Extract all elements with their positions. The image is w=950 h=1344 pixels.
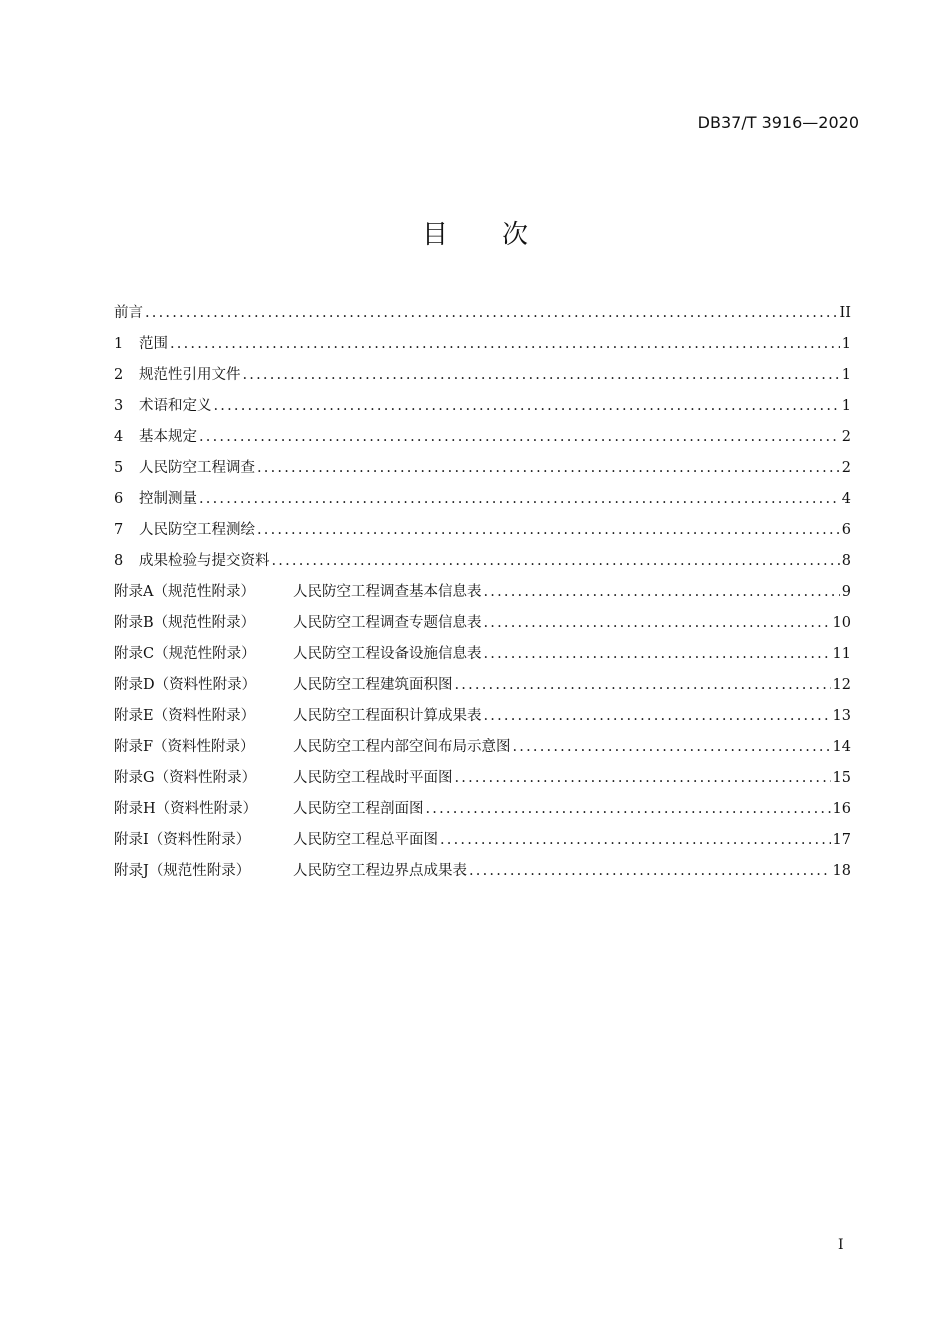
appendix-page: 17	[832, 832, 851, 848]
dot-leader	[440, 829, 831, 852]
appendix-page: 10	[832, 615, 851, 631]
toc-entry[interactable]	[114, 488, 851, 519]
toc-entry-label: 人民防空工程调查	[139, 460, 255, 476]
toc-appendix-entry[interactable]	[114, 736, 851, 767]
toc-entry-page: 6	[841, 522, 851, 538]
toc-entry-page: 8	[841, 553, 851, 569]
toc-entry-page: 1	[841, 398, 851, 414]
dot-leader	[257, 457, 840, 480]
toc-entry-label: 规范性引用文件	[139, 367, 241, 383]
table-of-contents	[114, 302, 851, 891]
toc-entry[interactable]	[114, 395, 851, 426]
toc-appendix-entry[interactable]	[114, 767, 851, 798]
toc-entry-label: 术语和定义	[139, 398, 212, 414]
appendix-label: 人民防空工程剖面图	[293, 801, 424, 817]
toc-entry[interactable]	[114, 519, 851, 550]
dot-leader	[484, 643, 831, 666]
toc-entry-label: 前言	[114, 305, 143, 321]
appendix-label: 人民防空工程设备设施信息表	[293, 646, 482, 662]
appendix-label: 人民防空工程面积计算成果表	[293, 708, 482, 724]
appendix-label: 人民防空工程总平面图	[293, 832, 438, 848]
toc-entry-number: 4	[114, 429, 124, 445]
dot-leader	[272, 550, 840, 573]
dot-leader	[484, 612, 831, 635]
appendix-label: 人民防空工程内部空间布局示意图	[293, 739, 511, 755]
dot-leader	[257, 519, 840, 542]
toc-appendix-entry[interactable]	[114, 674, 851, 705]
toc-entry-label: 成果检验与提交资料	[139, 553, 270, 569]
toc-entry-page: II	[839, 305, 851, 321]
appendix-label: 人民防空工程调查基本信息表	[293, 584, 482, 600]
dot-leader	[426, 798, 831, 821]
appendix-prefix: 附录E（资料性附录）	[114, 708, 256, 724]
appendix-label: 人民防空工程调查专题信息表	[293, 615, 482, 631]
appendix-page: 15	[832, 770, 851, 786]
toc-entry-number: 6	[114, 491, 124, 507]
toc-entry-number: 5	[114, 460, 124, 476]
toc-entry-number: 7	[114, 522, 124, 538]
appendix-page: 18	[832, 863, 851, 879]
toc-appendix-entry[interactable]	[114, 798, 851, 829]
toc-entry-page: 4	[841, 491, 851, 507]
dot-leader	[243, 364, 840, 387]
appendix-prefix: 附录B（规范性附录）	[114, 615, 256, 631]
toc-entry[interactable]	[114, 333, 851, 364]
toc-entry-number: 1	[114, 336, 124, 352]
appendix-page: 16	[832, 801, 851, 817]
page-title: 目次	[421, 220, 582, 250]
toc-entry-label: 基本规定	[139, 429, 197, 445]
toc-entry-page: 2	[841, 429, 851, 445]
dot-leader	[513, 736, 831, 759]
appendix-page: 13	[832, 708, 851, 724]
dot-leader	[199, 488, 840, 511]
toc-appendix-entry[interactable]	[114, 643, 851, 674]
appendix-prefix: 附录I（资料性附录）	[114, 832, 251, 848]
dot-leader	[145, 302, 838, 325]
appendix-label: 人民防空工程战时平面图	[293, 770, 453, 786]
appendix-prefix: 附录A（规范性附录）	[114, 584, 255, 600]
document-code: DB37/T 3916—2020	[697, 113, 859, 132]
appendix-prefix: 附录F（资料性附录）	[114, 739, 255, 755]
dot-leader	[484, 581, 840, 604]
appendix-prefix: 附录J（规范性附录）	[114, 863, 251, 879]
appendix-label: 人民防空工程边界点成果表	[293, 863, 467, 879]
toc-entry-number: 3	[114, 398, 124, 414]
toc-entry-number: 8	[114, 553, 124, 569]
dot-leader	[484, 705, 831, 728]
appendix-page: 14	[832, 739, 851, 755]
page-number: I	[838, 1237, 844, 1253]
dot-leader	[469, 860, 831, 883]
appendix-label: 人民防空工程建筑面积图	[293, 677, 453, 693]
dot-leader	[455, 767, 831, 790]
toc-entry-page: 1	[841, 367, 851, 383]
toc-entry-label: 人民防空工程测绘	[139, 522, 255, 538]
toc-entry-label: 控制测量	[139, 491, 197, 507]
toc-entry-page: 2	[841, 460, 851, 476]
toc-appendix-entry[interactable]	[114, 860, 851, 891]
toc-entry[interactable]	[114, 426, 851, 457]
toc-entry[interactable]	[114, 550, 851, 581]
toc-entry-number: 2	[114, 367, 124, 383]
toc-entry-page: 1	[841, 336, 851, 352]
appendix-page: 9	[841, 584, 851, 600]
toc-appendix-entry[interactable]	[114, 705, 851, 736]
appendix-page: 12	[832, 677, 851, 693]
appendix-prefix: 附录C（规范性附录）	[114, 646, 256, 662]
toc-appendix-entry[interactable]	[114, 829, 851, 860]
toc-entry-label: 范围	[139, 336, 168, 352]
appendix-prefix: 附录D（资料性附录）	[114, 677, 257, 693]
toc-entry[interactable]	[114, 302, 851, 333]
toc-appendix-entry[interactable]	[114, 581, 851, 612]
dot-leader	[170, 333, 840, 356]
toc-entry[interactable]	[114, 364, 851, 395]
appendix-prefix: 附录G（资料性附录）	[114, 770, 257, 786]
appendix-prefix: 附录H（资料性附录）	[114, 801, 258, 817]
toc-entry[interactable]	[114, 457, 851, 488]
toc-appendix-entry[interactable]	[114, 612, 851, 643]
appendix-page: 11	[832, 646, 851, 662]
dot-leader	[455, 674, 831, 697]
dot-leader	[199, 426, 840, 449]
dot-leader	[214, 395, 840, 418]
